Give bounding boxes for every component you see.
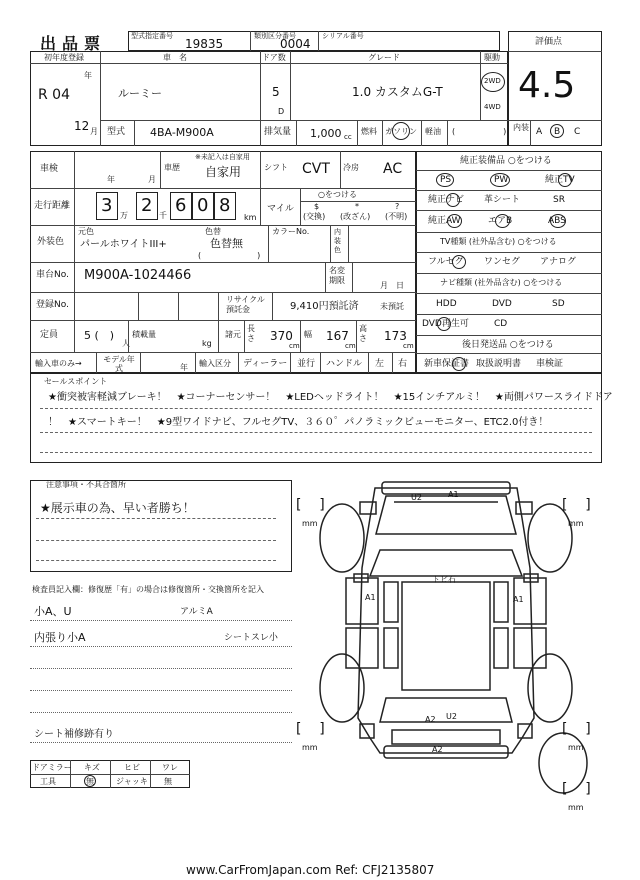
len-unit: cm bbox=[289, 342, 300, 350]
legend-h1: ドアミラー bbox=[32, 763, 72, 772]
title-change-label: 名変期限 bbox=[329, 266, 345, 285]
grade-value: 1.0 カスタムG-T bbox=[352, 85, 443, 99]
model-code-label: 型式指定番号 bbox=[131, 32, 173, 40]
dmg-rear-a2: A2 bbox=[425, 715, 436, 724]
later-warranty: 新車保証書 bbox=[424, 359, 470, 369]
equip-pw-circle bbox=[490, 173, 510, 187]
len-value: 370 bbox=[270, 329, 293, 343]
equip-navi: 純正ナビ bbox=[428, 195, 465, 205]
mile-note: ○をつける bbox=[318, 190, 357, 199]
handle-label: ハンドル bbox=[326, 359, 363, 369]
fuel-label: 燃料 bbox=[361, 127, 377, 136]
color-no-label: カラーNo. bbox=[272, 227, 310, 236]
legend-r4: 無 bbox=[164, 777, 172, 786]
nav-dvd-play: DVD再生可 bbox=[422, 319, 469, 329]
mm-fr: mm bbox=[568, 519, 584, 528]
hgt-value: 173 bbox=[384, 329, 407, 343]
equip-airbag: エアB bbox=[488, 216, 513, 226]
model-year-unit: 年 bbox=[180, 363, 188, 372]
equip-ps-circle bbox=[436, 173, 454, 187]
legend-r3: ジャッキ bbox=[116, 777, 148, 786]
equip-abs-circle bbox=[550, 214, 566, 228]
equip-tv-circle bbox=[558, 173, 572, 187]
equip-airbag-circle bbox=[495, 214, 510, 228]
mile-tamper-sym: * bbox=[355, 202, 359, 211]
tv-fullseg: フルセグ bbox=[428, 257, 464, 267]
capacity-value: 5 ( ) bbox=[84, 329, 115, 342]
color-changed: 色替無 bbox=[210, 237, 243, 250]
month-mark: 月 bbox=[90, 127, 98, 136]
footer-ref: www.CarFromJapan.com Ref: CFJ2135807 bbox=[186, 863, 435, 877]
dmg-front-u2: U2 bbox=[411, 493, 422, 502]
serial-label: シリアル番号 bbox=[322, 32, 364, 40]
bracket-rr: [ ] bbox=[562, 721, 591, 737]
equip-leather: 革シート bbox=[484, 195, 521, 205]
inspector-label: 検査員記入欄：修復歴「有」の場合は修復箇所・交換箇所を記入 bbox=[32, 585, 264, 594]
drive-label: 駆動 bbox=[484, 53, 500, 62]
legend-r2: 無 bbox=[86, 777, 94, 786]
shift-value: CVT bbox=[302, 161, 330, 177]
inspector-row1-left: 小A、U bbox=[34, 605, 72, 618]
bracket-fl: [ ] bbox=[296, 497, 325, 513]
grade-score: 4.5 bbox=[518, 65, 576, 106]
equip-abs: ABS bbox=[548, 216, 566, 226]
notes-line-1: ★展示車の為、早い者勝ち！ bbox=[40, 501, 195, 515]
legend-h4: ワレ bbox=[162, 763, 178, 772]
score-label: 評価点 bbox=[535, 37, 563, 47]
tire-rear-left bbox=[320, 654, 364, 722]
color-label: 外装色 bbox=[37, 237, 65, 247]
dealer: ディーラー bbox=[243, 359, 288, 369]
dmg-right-a1: A1 bbox=[513, 595, 524, 604]
type-value: 4BA-M900A bbox=[150, 126, 214, 139]
wid-unit: cm bbox=[345, 342, 356, 350]
legend-r1: 工具 bbox=[40, 777, 56, 786]
len-label: 長さ bbox=[247, 324, 255, 343]
mm-spare: mm bbox=[568, 803, 584, 812]
dmg-left-a1: A1 bbox=[365, 593, 376, 602]
model-code-value: 19835 bbox=[185, 37, 224, 51]
shift-label: シフト bbox=[264, 163, 288, 172]
dmg-bumper-a2: A2 bbox=[432, 745, 443, 754]
title-change-date: 月 日 bbox=[380, 281, 404, 290]
tv-fullseg-circle bbox=[452, 255, 466, 269]
doors-sub: D bbox=[278, 107, 285, 116]
equip-pw: PW bbox=[494, 175, 509, 185]
mile-label: マイル bbox=[267, 204, 294, 214]
handle-left: 左 bbox=[375, 359, 385, 369]
mile-swap-sym: $ bbox=[314, 202, 320, 211]
load-unit: kg bbox=[202, 339, 212, 348]
nav-dvd: DVD bbox=[492, 299, 512, 309]
notes-label: 注意事項・不具合箇所 bbox=[46, 480, 126, 489]
equip-aw: 純正AW bbox=[428, 216, 461, 226]
tire-front-right bbox=[528, 504, 572, 572]
recycle-unpaid: 未預託 bbox=[380, 302, 404, 311]
mile-unknown-sym: ? bbox=[395, 202, 400, 211]
equipment-header: 純正装備品 ○をつける bbox=[460, 156, 552, 166]
car-name-label: 車 名 bbox=[163, 53, 187, 62]
dmg-roof-chip: トビ石 bbox=[432, 575, 456, 584]
nav-cd: CD bbox=[494, 319, 508, 329]
tire-rear-right bbox=[528, 654, 572, 722]
bracket-rl: [ ] bbox=[296, 721, 325, 737]
displacement-label: 排気量 bbox=[264, 127, 292, 137]
use-note: ※未記入は自家用 bbox=[195, 153, 250, 161]
year-mark: 年 bbox=[84, 71, 92, 80]
mileage-digit-3: 6 bbox=[175, 195, 187, 216]
use-label: 車歴 bbox=[164, 163, 180, 172]
equip-navi-circle bbox=[446, 193, 460, 207]
drive-2wd: 2WD bbox=[484, 77, 501, 85]
mileage-digit-2: 2 bbox=[141, 195, 153, 216]
equip-ps: PS bbox=[440, 175, 452, 185]
parallel: 並行 bbox=[297, 359, 316, 369]
wid-label: 幅 bbox=[304, 330, 312, 339]
hgt-unit: cm bbox=[403, 342, 414, 350]
drive-4wd: 4WD bbox=[484, 103, 501, 111]
sales-line-2: ！ ★スマートキー！ ★9型ワイドナビ、フルセグTV、３６０゜パノラミックビューモニター、ETC2.0付き！ bbox=[48, 417, 549, 428]
sales-label: セールスポイント bbox=[44, 377, 108, 386]
wid-value: 167 bbox=[326, 329, 349, 343]
shaken-year: 年 bbox=[107, 175, 115, 184]
tire-front-left bbox=[320, 504, 364, 572]
doors-value: 5 bbox=[272, 85, 280, 99]
type-label: 型式 bbox=[107, 127, 126, 137]
tv-analog: アナログ bbox=[540, 257, 577, 267]
use-value: 自家用 bbox=[205, 165, 242, 179]
mm-rr: mm bbox=[568, 743, 584, 752]
mileage-digit-4: 0 bbox=[197, 195, 209, 216]
inspector-row2-left: 内張り小A bbox=[34, 631, 86, 644]
equip-sr: SR bbox=[553, 195, 565, 205]
tv-header: TV種類 (社外品含む) ○をつける bbox=[440, 237, 557, 246]
repair-note: シート補修跡有り bbox=[34, 729, 114, 740]
legend-h3: ヒビ bbox=[124, 763, 140, 772]
mile-tamper: (改ざん) bbox=[340, 212, 371, 221]
later-shakensho: 車検証 bbox=[536, 359, 564, 369]
doors-label: ドア数 bbox=[262, 53, 286, 62]
bracket-spare: [ ] bbox=[562, 781, 591, 797]
tv-oneseg: ワンセグ bbox=[484, 257, 521, 267]
ac-value: AC bbox=[383, 161, 403, 177]
load-label: 積載量 bbox=[132, 330, 156, 339]
dmg-front-a1: A1 bbox=[448, 490, 459, 499]
color-orig-label: 元色 bbox=[78, 227, 94, 236]
inspector-row1-right: アルミA bbox=[180, 607, 213, 617]
later-warranty-circle bbox=[452, 357, 466, 371]
equip-aw-circle bbox=[447, 214, 462, 228]
chassis-value: M900A-1024466 bbox=[84, 268, 192, 283]
car-damage-diagram bbox=[290, 478, 602, 818]
interior-c: C bbox=[574, 127, 581, 137]
nav-sd: SD bbox=[552, 299, 565, 309]
bracket-fr: [ ] bbox=[562, 497, 591, 513]
shaken-month: 月 bbox=[148, 175, 156, 184]
interior-b: B bbox=[554, 127, 561, 137]
import-label: 輸入車のみ→ bbox=[35, 359, 82, 368]
model-year-label: モデル年式 bbox=[103, 355, 135, 373]
recycle-label: リサイクル預託金 bbox=[226, 295, 265, 314]
fuel-diesel: 軽油 bbox=[425, 127, 441, 136]
mileage-unit: km bbox=[244, 213, 257, 222]
interior-a: A bbox=[536, 127, 543, 137]
capacity-label: 定員 bbox=[40, 330, 59, 340]
color-orig: パールホワイトIII+ bbox=[80, 239, 167, 250]
inspector-row2-right: シートスレ小 bbox=[224, 633, 278, 643]
equip-tv: 純正TV bbox=[545, 175, 575, 185]
dims-label: 諸元 bbox=[225, 330, 241, 339]
fuel-paren: ( ) bbox=[452, 127, 507, 136]
chassis-label: 車台No. bbox=[36, 270, 69, 280]
reg-label: 登録No. bbox=[36, 300, 69, 310]
legend-h2: キズ bbox=[84, 763, 100, 772]
later-header: 後日発送品 ○をつける bbox=[462, 340, 554, 350]
color-paren: ( ) bbox=[198, 251, 261, 260]
import-type-label: 輸入区分 bbox=[199, 359, 231, 368]
later-manual: 取扱説明書 bbox=[476, 359, 522, 369]
mm-fl: mm bbox=[302, 519, 318, 528]
interior-label: 内装 bbox=[513, 123, 529, 132]
grade-label: グレード bbox=[368, 53, 400, 62]
fuel-gas: ガソリン bbox=[385, 127, 417, 136]
class-code-label: 類別区分番号 bbox=[254, 32, 296, 40]
mileage-sen: 千 bbox=[159, 211, 167, 220]
header-code-box bbox=[128, 31, 500, 51]
shaken-label: 車検 bbox=[40, 164, 59, 174]
mm-rl: mm bbox=[302, 743, 318, 752]
nav-dvd-play-circle bbox=[437, 317, 451, 331]
first-reg-year: R 04 bbox=[38, 87, 70, 103]
ac-label: 冷房 bbox=[343, 163, 359, 172]
sales-line-1: ★衝突被害軽減ブレーキ！ ★コーナーセンサー！ ★LEDヘッドライト！ ★15インチアルミ！ ★両側パワースライドドア bbox=[48, 392, 613, 403]
mileage-man: 万 bbox=[120, 211, 128, 220]
displacement-unit: cc bbox=[344, 133, 352, 141]
sheet-title: 出品票 bbox=[40, 34, 107, 53]
mile-swap: (交換) bbox=[303, 212, 326, 221]
nav-hdd: HDD bbox=[436, 299, 457, 309]
notes-box bbox=[30, 480, 292, 572]
hgt-label: 高さ bbox=[359, 324, 367, 343]
class-code-value: 0004 bbox=[280, 37, 311, 51]
dmg-rear-u2: U2 bbox=[446, 712, 457, 721]
first-reg-label: 初年度登録 bbox=[44, 53, 84, 62]
mileage-digit-5: 8 bbox=[219, 195, 231, 216]
first-reg-month: 12 bbox=[74, 119, 90, 133]
nav-header: ナビ種類 (社外品含む) ○をつける bbox=[440, 278, 563, 287]
recycle-value: 9,410円預託済 bbox=[290, 301, 359, 312]
mileage-digit-1: 3 bbox=[101, 195, 113, 216]
mile-unknown: (不明) bbox=[385, 212, 408, 221]
displacement-value: 1,000 bbox=[310, 127, 342, 140]
color-cur-label: 色替 bbox=[205, 227, 221, 236]
handle-right: 右 bbox=[398, 359, 408, 369]
mileage-label: 走行距離 bbox=[34, 201, 71, 211]
capacity-unit: 人 bbox=[122, 339, 130, 348]
interior-color-label: 内装色 bbox=[334, 228, 341, 254]
car-name: ルーミー bbox=[118, 87, 162, 100]
